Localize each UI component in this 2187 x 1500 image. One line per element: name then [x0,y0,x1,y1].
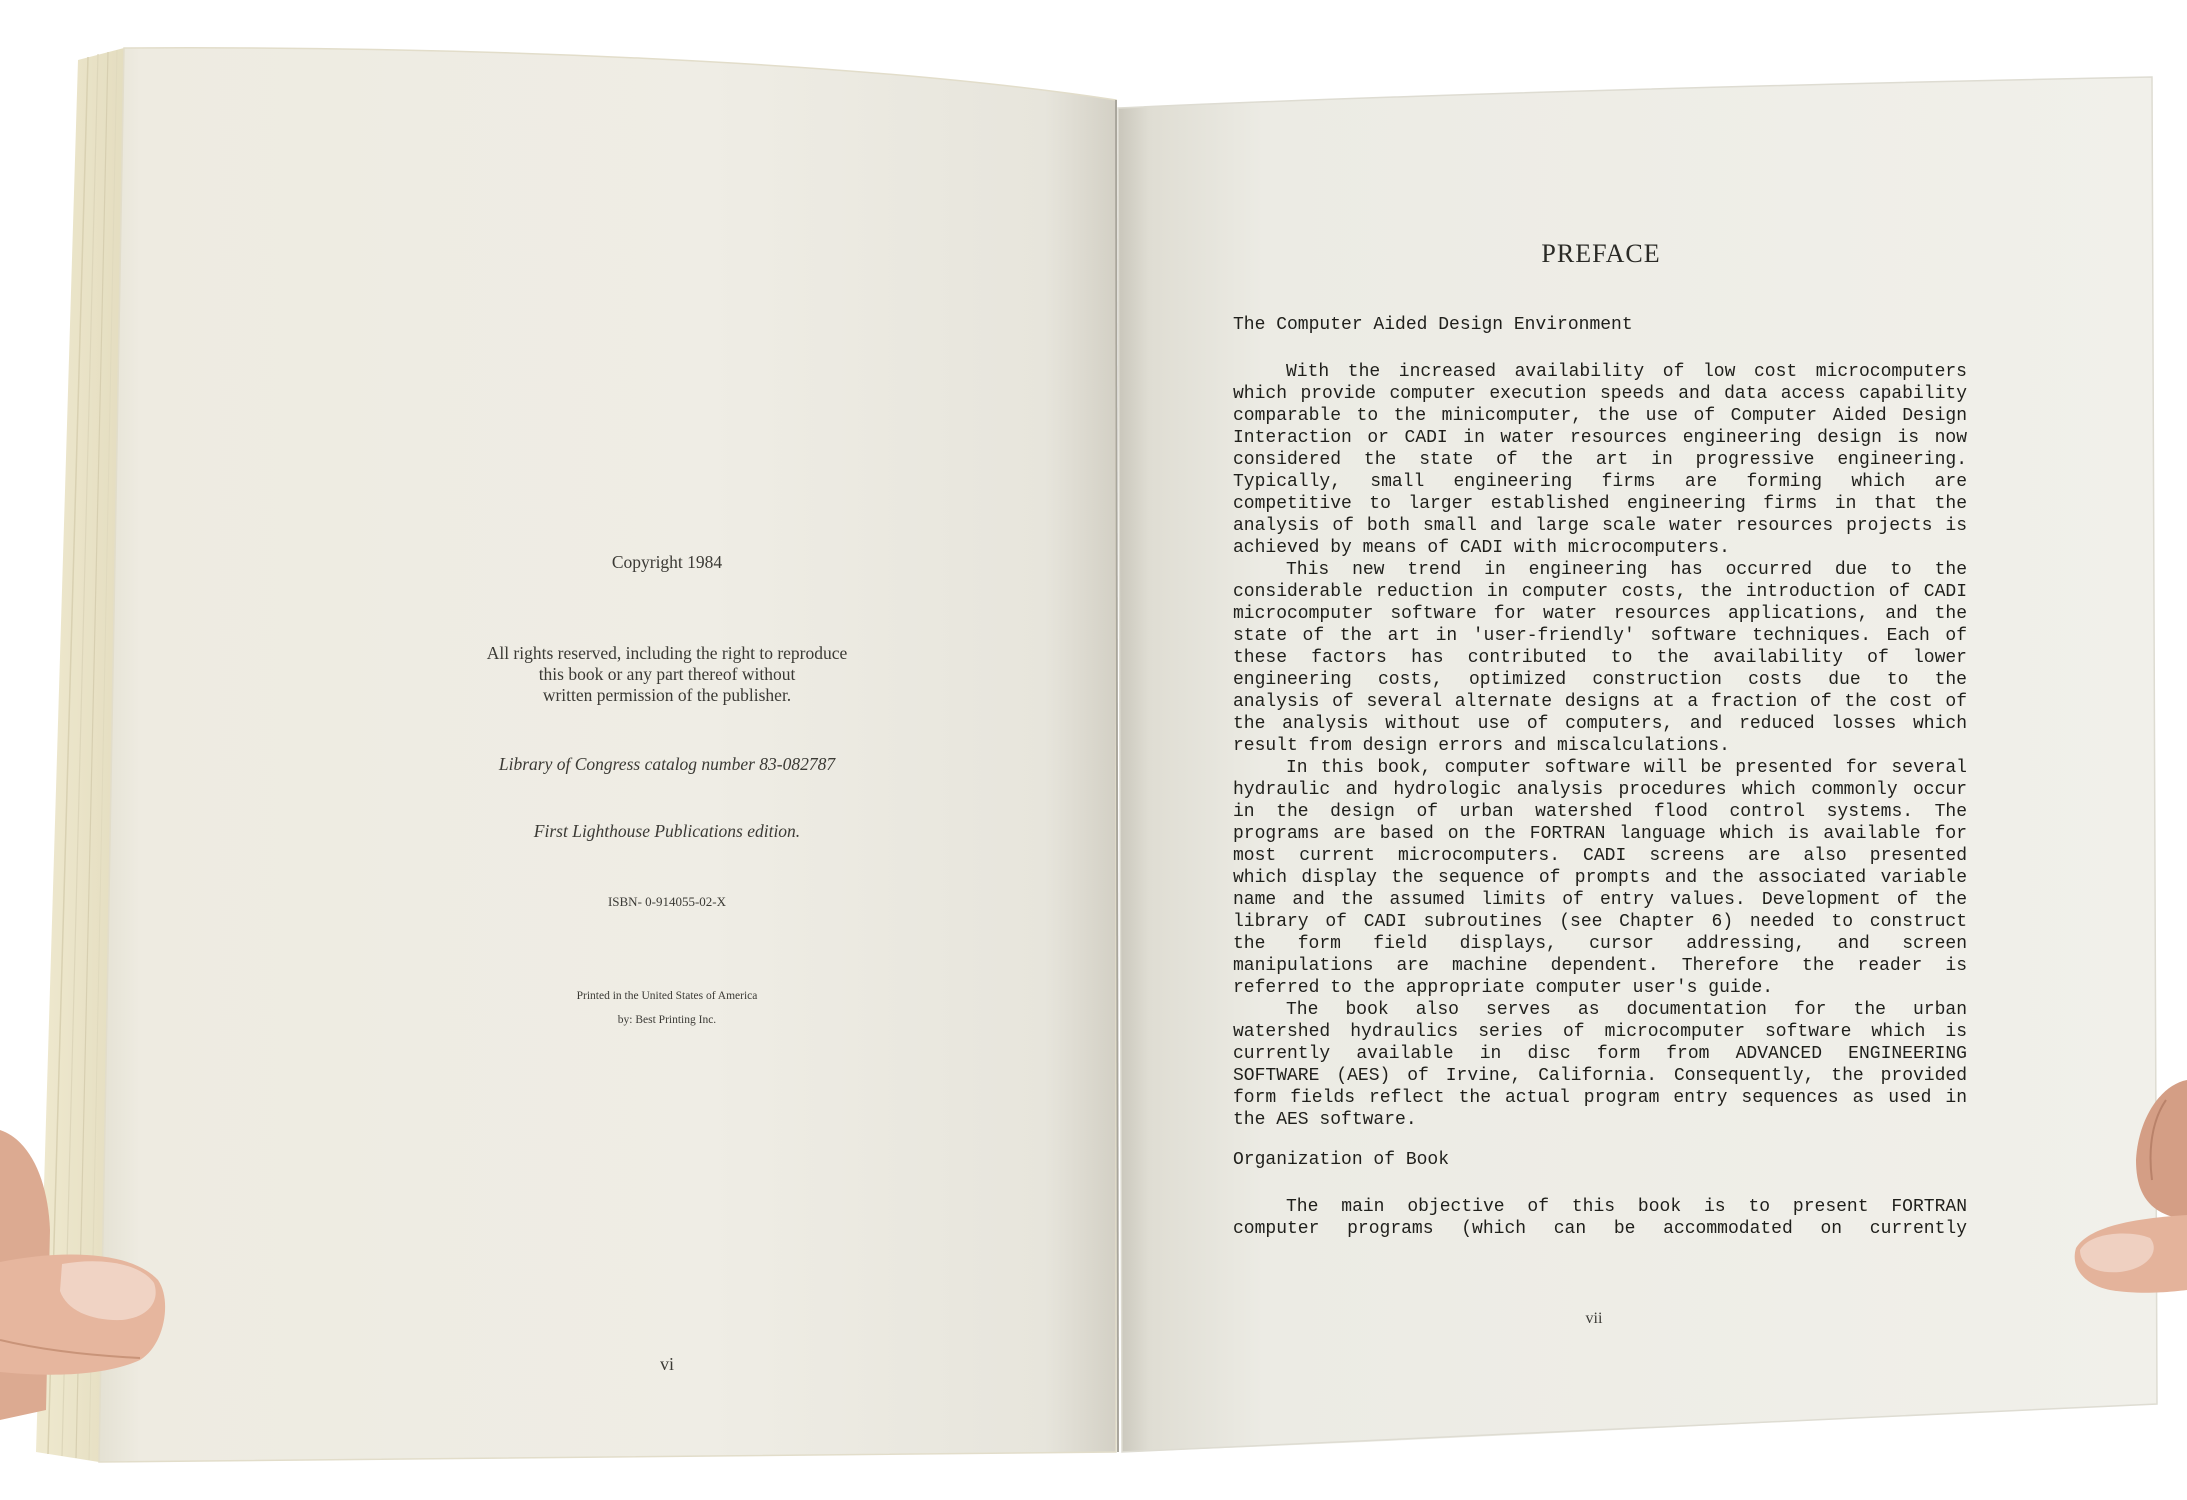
printed-in: Printed in the United States of America [576,990,758,1002]
paragraph [1233,757,1967,999]
paragraph-line: Typically, small engineering firms are forming which are [1233,472,1967,492]
rights-statement [367,643,967,706]
preface-section [1233,1149,1967,1240]
paragraph-line: which provide computer execution speeds and data access capability [1233,384,1967,404]
paragraph [1233,361,1967,559]
edition-note: First Lighthouse Publications edition. [533,821,801,841]
rights-line: All rights reserved, including the right to reproduce [486,643,848,663]
paragraph-line: hydraulic and hydrologic analysis procedures which commonly occur [1233,780,1967,800]
paragraph-line: programs are based on the FORTRAN language which is available for [1233,824,1967,844]
paragraph-line: referred to the appropriate computer user's guide. [1233,978,1774,998]
paragraph-line: the AES software. [1233,1110,1417,1130]
section-heading: The Computer Aided Design Environment [1233,315,1633,335]
paragraph-line: manipulations are machine dependent. Therefore the reader is [1233,956,1967,976]
paragraph-line: SOFTWARE (AES) of Irvine, California. Consequently, the provided [1233,1066,1967,1086]
right-page-number: vii [1585,1310,1603,1327]
rights-line: written permission of the publisher. [542,685,792,705]
paragraph-line: competitive to larger established engineering firms in that the [1233,494,1967,514]
paragraph-line: the form field displays, cursor addressing, and screen [1233,934,1967,954]
paragraph-line: name and the assumed limits of entry values. Development of the [1233,890,1967,910]
paragraph-line: these factors has contributed to the availability of lower [1233,648,1967,668]
paragraph-line: state of the art in 'user-friendly' software techniques. Each of [1233,626,1967,646]
paragraph-line: The main objective of this book is to present FORTRAN [1286,1197,1967,1217]
paragraph-line: form fields reflect the actual program entry sequences as used in [1233,1088,1967,1108]
printer-credit: by: Best Printing Inc. [617,1014,717,1026]
preface-body [1233,314,1967,1240]
paragraph-line: Interaction or CADI in water resources engineering design is now [1233,428,1967,448]
paragraph-line: watershed hydraulics series of microcomputer software which is [1233,1022,1967,1042]
paragraph-line: microcomputer software for water resources applications, and the [1233,604,1967,624]
paragraph-line: library of CADI subroutines (see Chapter 6) needed to construct [1233,912,1967,932]
paragraph-line: This new trend in engineering has occurred due to the [1286,560,1967,580]
preface-title: PREFACE [1541,239,1661,268]
paragraph-line: analysis of several alternate designs at a fraction of the cost of [1233,692,1967,712]
paragraph [1233,1196,1967,1240]
preface-section [1233,314,1967,1131]
copyright-notice: Copyright 1984 [611,552,723,572]
paragraph-line: engineering costs, optimized construction costs due to the [1233,670,1967,690]
paragraph-line: With the increased availability of low cost microcomputers [1286,362,1967,382]
left-page-number: vi [659,1354,674,1374]
section-heading: Organization of Book [1233,1150,1450,1170]
rights-line: this book or any part thereof without [538,664,796,684]
paragraph-line: which display the sequence of prompts and the associated variable [1233,868,1967,888]
paragraph-line: considered the state of the art in progressive engineering. [1233,450,1967,470]
paragraph-line: The book also serves as documentation for the urban [1286,1000,1967,1020]
paragraph-line: most current microcomputers. CADI screens are also presented [1233,846,1967,866]
paragraph [1233,559,1967,757]
paragraph-line: considerable reduction in computer costs, the introduction of CADI [1233,582,1967,602]
paragraph-line: result from design errors and miscalculations. [1233,736,1730,756]
paragraph [1233,999,1967,1131]
paragraph-line: In this book, computer software will be presented for several [1286,758,1967,778]
paragraph-line: achieved by means of CADI with microcomputers. [1233,538,1730,558]
isbn: ISBN- 0-914055-02-X [607,894,727,909]
paragraph-line: in the design of urban watershed flood control systems. The [1233,802,1967,822]
paragraph-line: currently available in disc form from ADVANCED ENGINEERING [1233,1044,1967,1064]
paragraph-line: computer programs (which can be accommodated on currently [1233,1219,1967,1239]
paragraph-line: comparable to the minicomputer, the use of Computer Aided Design [1233,406,1967,426]
catalog-number: Library of Congress catalog number 83-082787 [498,754,836,774]
paragraph-line: analysis of both small and large scale water resources projects is [1233,516,1967,536]
paragraph-line: the analysis without use of computers, and reduced losses which [1233,714,1967,734]
